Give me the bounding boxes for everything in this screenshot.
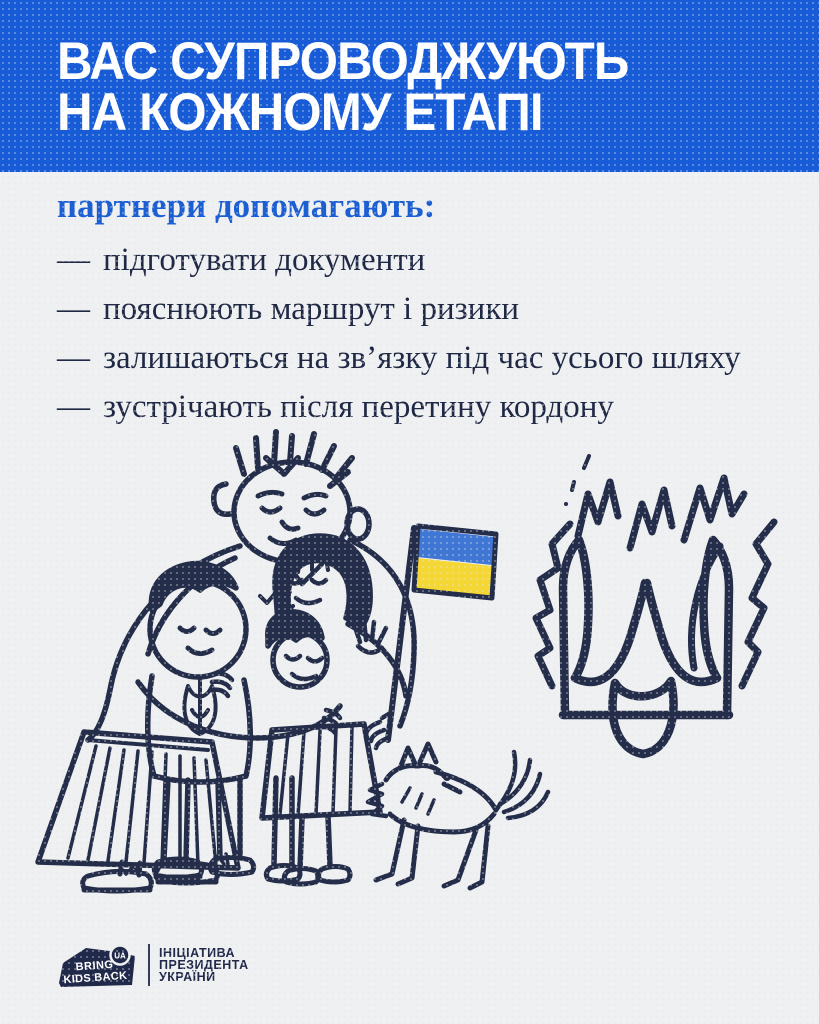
list-item-text: залишаються на зв’язку під час усього шляху <box>103 340 741 376</box>
list-item <box>57 236 787 285</box>
footer-logo-block <box>55 942 249 990</box>
dash-bullet: — <box>57 340 90 376</box>
dash-bullet: — <box>57 291 90 327</box>
dash-bullet: — <box>57 389 90 425</box>
list-item-text: зустрічають після перетину кордону <box>103 389 614 425</box>
family-hug-drawing <box>38 432 414 891</box>
initiative-line2: ПРЕЗИДЕНТА <box>159 958 249 972</box>
dog-fur-strokes <box>402 788 434 814</box>
burning-trident <box>536 456 774 754</box>
text-block <box>57 186 787 432</box>
page-title <box>57 32 629 142</box>
boy-shirt-trident-doodle <box>184 680 215 734</box>
boy-face <box>180 628 220 654</box>
list-item-text: підготувати документи <box>103 242 426 278</box>
dog-mouth <box>444 784 460 792</box>
dog-tail <box>496 752 548 818</box>
initiative-line3: УКРАЇНИ <box>159 970 216 984</box>
initiative-line1: ІНІЦІАТИВА <box>159 946 236 960</box>
flames <box>536 456 774 686</box>
dash-bullet: — <box>57 242 90 278</box>
dog-ear <box>420 744 436 762</box>
parent-skirt-hatching <box>68 746 216 866</box>
logo-line2: KIDS BACK <box>63 969 128 987</box>
intro-heading: партнери допомагають: <box>57 186 436 225</box>
page-title-line1: ВАС СУПРОВОДЖУЮТЬ <box>57 32 629 91</box>
page-title-line2: НА КОЖНОМУ ЕТАПІ <box>57 83 543 142</box>
boy-body-left <box>148 676 154 776</box>
list-item-text: пояснюють маршрут і ризики <box>103 291 520 327</box>
list-item <box>57 334 787 383</box>
child-face <box>286 656 322 679</box>
logo-ua-text: UA <box>114 951 126 961</box>
illustration-svg <box>30 428 790 908</box>
list-item <box>57 285 787 334</box>
dog-drawing <box>368 744 548 888</box>
woman-face <box>288 580 326 603</box>
header-banner <box>0 0 819 172</box>
list-item <box>57 383 787 432</box>
illustration <box>30 428 790 913</box>
boy-body-right <box>244 680 250 776</box>
bring-kids-back-logo <box>55 942 139 990</box>
initiative-text <box>159 942 249 983</box>
logo-divider <box>148 944 150 986</box>
logo-line1: BRING <box>75 958 114 974</box>
parent-ear-left <box>214 484 230 514</box>
flag-pole <box>388 528 414 740</box>
